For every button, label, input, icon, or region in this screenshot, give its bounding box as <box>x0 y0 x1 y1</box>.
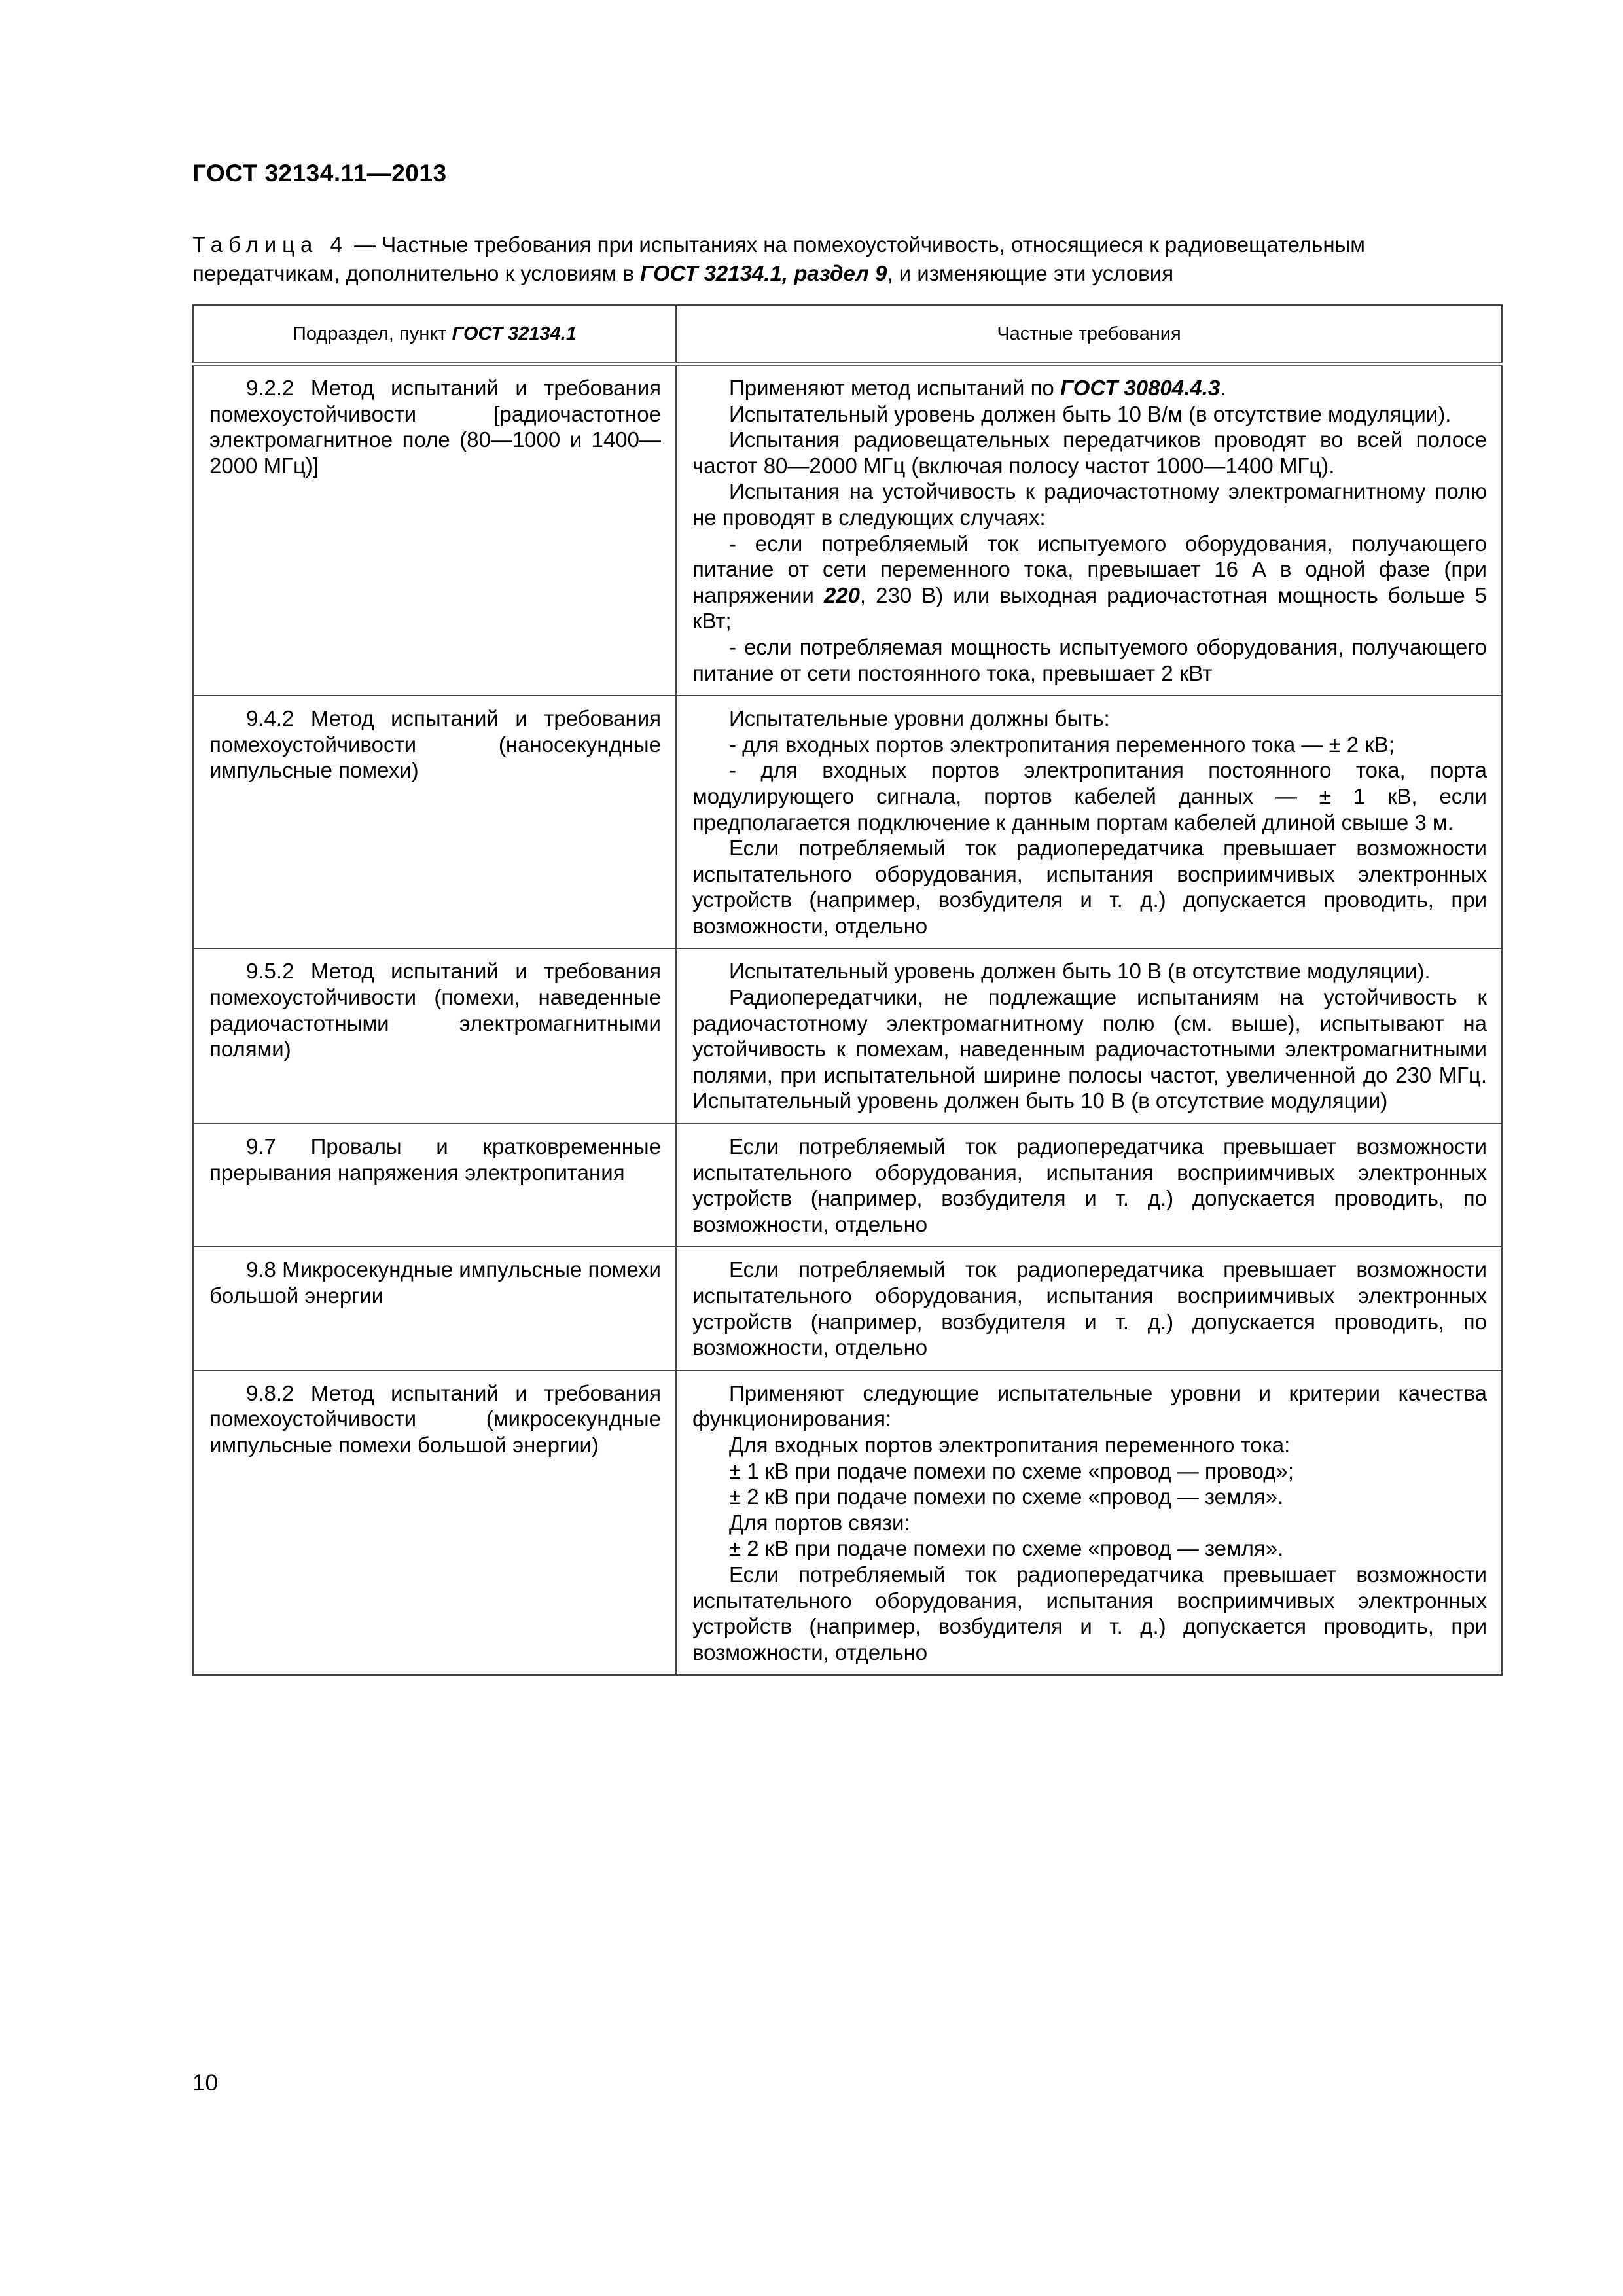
requirements-cell: Если потребляемый ток радиопередатчика превышает возможности испытательного оборудования, испытания восприимчивых электронных устройств (например, возбудителя и т. д.) допускается проводить, по возможности, отдельно <box>676 1247 1502 1370</box>
column-header-section: Подраздел, пункт ГОСТ 32134.1 <box>193 305 676 364</box>
table-caption <box>192 230 1495 288</box>
requirements-cell: Применяют следующие испытательные уровни и критерии качества функционирования: Для входных портов электропитания переменного тока: ± 1 кВ при подаче помехи по схеме «провод — провод»; ± 2 кВ при подаче помехи по схеме «провод — земля». Для портов связи: ± 2 кВ при подаче помехи по схеме «провод — земля». Если потребляемый ток радиопередатчика превышает возможности испытательного оборудования, испытания восприимчивых электронных устройств (например, возбудителя и т. д.) допускается проводить, при возможности, отдельно <box>676 1371 1502 1676</box>
section-cell: 9.2.2 Метод испытаний и требования помехоустойчивости [радиочастотное электромагнитное поле (80—1000 и 1400—2000 МГц)] <box>193 364 676 696</box>
section-cell: 9.8.2 Метод испытаний и требования помехоустойчивости (микросекундные импульсные помехи большой энергии) <box>193 1371 676 1676</box>
requirements-cell: Испытательные уровни должны быть: - для входных портов электропитания переменного тока — ± 2 кВ; - для входных портов электропитания постоянного тока, порта модулирующего сигнала, портов кабелей данных — ± 1 кВ, если предполагается подключение к данным портам кабелей длиной свыше 3 м. Если потребляемый ток радиопередатчика превышает возможности испытательного оборудования, испытания восприимчивых электронных устройств (например, возбудителя и т. д.) допускается проводить, при возможности, отдельно <box>676 696 1502 948</box>
document-header: ГОСТ 32134.11—2013 <box>192 160 447 187</box>
page-number: 10 <box>192 2070 218 2096</box>
standard-reference: ГОСТ 30804.4.3 <box>1060 376 1221 400</box>
caption-reference: ГОСТ 32134.1, раздел 9 <box>640 261 887 285</box>
requirements-cell: Если потребляемый ток радиопередатчика превышает возможности испытательного оборудования, испытания восприимчивых электронных устройств (например, возбудителя и т. д.) допускается проводить, по возможности, отдельно <box>676 1124 1502 1247</box>
requirements-table <box>192 304 1503 1676</box>
table-row <box>193 1371 1502 1676</box>
requirements-cell: Испытательный уровень должен быть 10 В (в отсутствие модуляции). Радиопередатчики, не подлежащие испытаниям на устойчивость к радиочастотному электромагнитному полю (см. выше), испытывают на устойчивость к помехам, наведенным радиочастотными электромагнитными полями, при испытательной ширине полосы частот, увеличенной до 230 МГц. Испытательный уровень должен быть 10 В (в отсутствие модуляции) <box>676 948 1502 1124</box>
section-cell: 9.4.2 Метод испытаний и требования помехоустойчивости (наносекундные импульсные помехи) <box>193 696 676 948</box>
column-header-requirements: Частные требования <box>676 305 1502 364</box>
table-row <box>193 1247 1502 1370</box>
section-cell: 9.7 Провалы и кратковременные прерывания напряжения электропитания <box>193 1124 676 1247</box>
caption-text: — Частные требования при испытаниях на помехоустойчивость, относящиеся к радиовещательным передатчикам, дополнительно к условиям в <box>192 232 1365 285</box>
table-row <box>193 1124 1502 1247</box>
section-cell: 9.5.2 Метод испытаний и требования помехоустойчивости (помехи, наведенные радиочастотными электромагнитными полями) <box>193 948 676 1124</box>
table-label: Таблица 4 <box>192 232 348 257</box>
table-row <box>193 696 1502 948</box>
table-header-row <box>193 305 1502 364</box>
requirements-cell: Применяют метод испытаний по ГОСТ 30804.4.3. Испытательный уровень должен быть 10 В/м (в отсутствие модуляции). Испытания радиовещательных передатчиков проводят во всей полосе частот 80—2000 МГц (включая полосу частот 1000—1400 МГц). Испытания на устойчивость к радиочастотному электромагнитному полю не проводят в следующих случаях: - если потребляемый ток испытуемого оборудования, получающего питание от сети переменного тока, превышает 16 А в одной фазе (при напряжении 220, 230 В) или выходная радиочастотная мощность больше 5 кВт; - если потребляемая мощность испытуемого оборудования, получающего питание от сети постоянного тока, превышает 2 кВт <box>676 364 1502 696</box>
caption-text-end: , и изменяющие эти условия <box>887 261 1174 285</box>
table-row <box>193 948 1502 1124</box>
section-cell: 9.8 Микросекундные импульсные помехи большой энергии <box>193 1247 676 1370</box>
table-row <box>193 364 1502 696</box>
